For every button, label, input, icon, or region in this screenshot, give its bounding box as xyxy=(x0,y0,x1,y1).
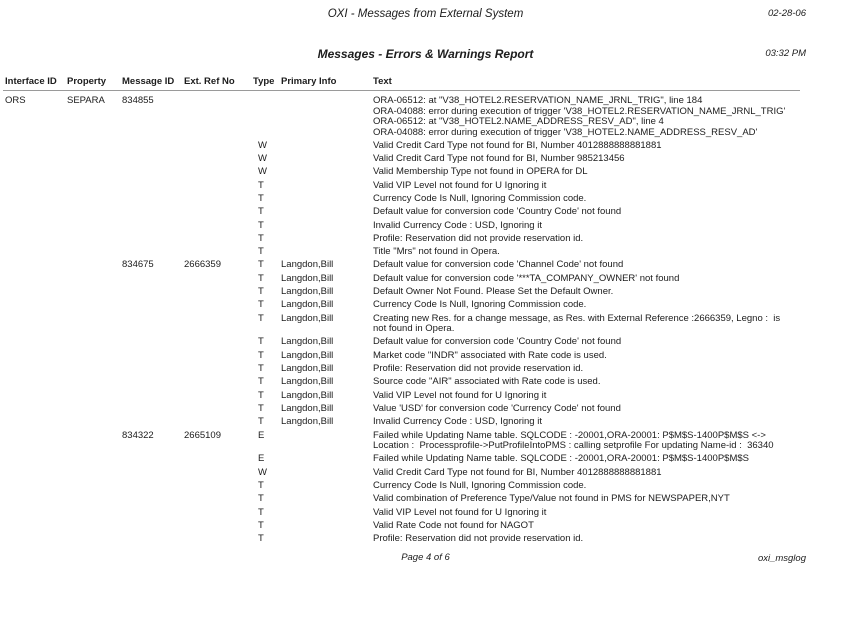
cell-ext-ref-no xyxy=(184,96,253,138)
cell-type: T xyxy=(258,286,264,298)
cell-type: T xyxy=(258,219,264,231)
cell-primary-info: Langdon,Bill xyxy=(281,312,334,324)
cell-property xyxy=(67,314,122,335)
column-header-type: Type xyxy=(253,76,275,87)
cell-primary-info xyxy=(281,431,373,452)
cell-type: T xyxy=(258,533,264,545)
cell-interface-id xyxy=(5,417,67,428)
report-time: 03:32 PM xyxy=(765,48,806,59)
column-header-ext-ref-no: Ext. Ref No xyxy=(184,76,235,87)
cell-primary-info xyxy=(281,141,373,152)
cell-type xyxy=(253,96,281,138)
cell-interface-id xyxy=(5,287,67,298)
cell-ext-ref-no xyxy=(184,481,253,492)
cell-primary-info: Langdon,Bill xyxy=(281,299,334,311)
cell-primary-info: Langdon,Bill xyxy=(281,389,334,401)
cell-property: SEPARA xyxy=(67,95,105,106)
cell-type: T xyxy=(258,179,264,191)
cell-message-id xyxy=(122,167,184,178)
table-row xyxy=(0,481,851,492)
message-text-line: Currency Code Is Null, Ignoring Commission code. xyxy=(373,192,587,204)
cell-property xyxy=(67,351,122,362)
cell-message-id xyxy=(122,521,184,532)
cell-property xyxy=(67,521,122,532)
cell-interface-id xyxy=(5,391,67,402)
cell-interface-id xyxy=(5,141,67,152)
cell-type: E xyxy=(258,453,265,465)
cell-message-id xyxy=(122,494,184,505)
cell-message-id xyxy=(122,207,184,218)
cell-primary-info: Langdon,Bill xyxy=(281,286,334,298)
cell-property xyxy=(67,247,122,258)
cell-ext-ref-no xyxy=(184,468,253,479)
cell-message-id xyxy=(122,481,184,492)
column-header-message-id: Message ID xyxy=(122,76,175,87)
message-text-line: Default value for conversion code 'Country Code' not found xyxy=(373,206,622,218)
cell-interface-id xyxy=(5,351,67,362)
cell-type: T xyxy=(258,402,264,414)
table-row xyxy=(0,287,851,298)
cell-message-id xyxy=(122,221,184,232)
cell-type: T xyxy=(258,389,264,401)
cell-message-id xyxy=(122,154,184,165)
cell-message-id xyxy=(122,274,184,285)
cell-type: T xyxy=(258,363,264,375)
cell-ext-ref-no: 2666359 xyxy=(184,259,221,271)
table-row xyxy=(0,247,851,258)
table-row xyxy=(0,377,851,388)
cell-text xyxy=(373,141,841,152)
cell-message-id: 834322 xyxy=(122,429,154,441)
table-row xyxy=(0,494,851,505)
cell-primary-info xyxy=(281,481,373,492)
cell-ext-ref-no xyxy=(184,300,253,311)
cell-ext-ref-no xyxy=(184,154,253,165)
cell-ext-ref-no xyxy=(184,247,253,258)
cell-text xyxy=(373,274,841,285)
message-text-line: Source code "AIR" associated with Rate code is used. xyxy=(373,376,601,388)
cell-ext-ref-no xyxy=(184,221,253,232)
cell-primary-info: Langdon,Bill xyxy=(281,402,334,414)
message-text-line: Valid combination of Preference Type/Value not found in PMS for NEWSPAPER,NYT xyxy=(373,493,730,505)
cell-message-id xyxy=(122,391,184,402)
cell-primary-info xyxy=(281,207,373,218)
cell-ext-ref-no xyxy=(184,494,253,505)
cell-message-id xyxy=(122,314,184,335)
cell-interface-id xyxy=(5,234,67,245)
message-text-line: Default value for conversion code 'Channel Code' not found xyxy=(373,259,624,271)
cell-primary-info xyxy=(281,508,373,519)
cell-message-id xyxy=(122,247,184,258)
message-text-line: Valid VIP Level not found for U Ignoring it xyxy=(373,389,547,401)
cell-interface-id xyxy=(5,521,67,532)
table-row xyxy=(0,181,851,192)
cell-property xyxy=(67,274,122,285)
cell-message-id xyxy=(122,194,184,205)
cell-primary-info xyxy=(281,521,373,532)
cell-type: W xyxy=(258,153,267,165)
cell-primary-info: Langdon,Bill xyxy=(281,336,334,348)
message-text-line: Currency Code Is Null, Ignoring Commission code. xyxy=(373,479,587,491)
message-text-line: Valid Membership Type not found in OPERA for DL xyxy=(373,166,588,178)
cell-text xyxy=(373,377,841,388)
cell-primary-info xyxy=(281,454,373,465)
cell-interface-id xyxy=(5,534,67,545)
message-text-line: Valid Credit Card Type not found for BI, Number 4012888888881881 xyxy=(373,466,662,478)
table-row xyxy=(0,96,851,138)
table-row xyxy=(0,364,851,375)
cell-message-id xyxy=(122,377,184,388)
cell-message-id xyxy=(122,181,184,192)
cell-text xyxy=(373,404,841,415)
cell-interface-id xyxy=(5,314,67,335)
cell-property xyxy=(67,534,122,545)
cell-text xyxy=(373,247,841,258)
cell-type: T xyxy=(258,299,264,311)
cell-interface-id: ORS xyxy=(5,95,26,106)
footer-page-number: Page 4 of 6 xyxy=(401,552,450,563)
cell-property xyxy=(67,287,122,298)
cell-message-id xyxy=(122,234,184,245)
cell-interface-id xyxy=(5,154,67,165)
cell-property xyxy=(67,221,122,232)
message-text-line: Default value for conversion code 'Country Code' not found xyxy=(373,336,622,348)
cell-ext-ref-no xyxy=(184,274,253,285)
cell-text xyxy=(373,431,841,452)
cell-text xyxy=(373,494,841,505)
cell-primary-info xyxy=(281,494,373,505)
cell-text xyxy=(373,154,841,165)
cell-property xyxy=(67,207,122,218)
cell-primary-info xyxy=(281,221,373,232)
cell-type: T xyxy=(258,416,264,428)
cell-ext-ref-no xyxy=(184,314,253,335)
cell-property xyxy=(67,181,122,192)
cell-primary-info: Langdon,Bill xyxy=(281,363,334,375)
message-text-line: not found in Opera. xyxy=(373,323,455,335)
cell-interface-id xyxy=(5,207,67,218)
cell-property xyxy=(67,431,122,452)
cell-type: W xyxy=(258,466,267,478)
message-text-line: Title "Mrs" not found in Opera. xyxy=(373,246,500,258)
cell-property xyxy=(67,454,122,465)
cell-message-id xyxy=(122,454,184,465)
cell-message-id xyxy=(122,141,184,152)
cell-type: T xyxy=(258,206,264,218)
cell-interface-id xyxy=(5,167,67,178)
cell-primary-info: Langdon,Bill xyxy=(281,416,334,428)
message-text-line: Location : Processprofile->PutProfileIntoPMS : calling setprofile For updating Name-id : 36340 xyxy=(373,440,774,452)
message-text-line: Failed while Updating Name table. SQLCODE : -20001,ORA-20001: P$M$S-1400P$M$S <-> xyxy=(373,429,766,441)
table-row xyxy=(0,207,851,218)
cell-text xyxy=(373,300,841,311)
cell-message-id xyxy=(122,508,184,519)
cell-property xyxy=(67,494,122,505)
footer-report-ref: oxi_msglog xyxy=(757,553,806,564)
cell-text xyxy=(373,314,841,335)
cell-message-id xyxy=(122,468,184,479)
cell-property xyxy=(67,337,122,348)
cell-property xyxy=(67,141,122,152)
cell-primary-info xyxy=(281,167,373,178)
table-row xyxy=(0,534,851,545)
cell-ext-ref-no xyxy=(184,454,253,465)
cell-interface-id xyxy=(5,481,67,492)
cell-type: W xyxy=(258,139,267,151)
table-row xyxy=(0,337,851,348)
message-text-line: Invalid Currency Code : USD, Ignoring it xyxy=(373,219,542,231)
cell-ext-ref-no xyxy=(184,364,253,375)
cell-type: T xyxy=(258,232,264,244)
cell-message-id xyxy=(122,364,184,375)
table-row xyxy=(0,431,851,452)
cell-ext-ref-no xyxy=(184,404,253,415)
table-header-row xyxy=(0,77,851,88)
header-divider xyxy=(3,90,800,91)
cell-text xyxy=(373,468,841,479)
cell-ext-ref-no xyxy=(184,181,253,192)
message-text-line: Valid Rate Code not found for NAGOT xyxy=(373,519,534,531)
cell-text xyxy=(373,221,841,232)
table-row xyxy=(0,404,851,415)
cell-message-id: 834855 xyxy=(122,95,154,106)
cell-interface-id xyxy=(5,364,67,375)
cell-text xyxy=(373,194,841,205)
cell-interface-id xyxy=(5,260,67,271)
cell-property xyxy=(67,508,122,519)
cell-type: T xyxy=(258,506,264,518)
table-body xyxy=(0,96,851,547)
cell-text xyxy=(373,508,841,519)
cell-interface-id xyxy=(5,494,67,505)
cell-ext-ref-no xyxy=(184,337,253,348)
cell-property xyxy=(67,154,122,165)
cell-text xyxy=(373,337,841,348)
cell-property xyxy=(67,404,122,415)
cell-text xyxy=(373,234,841,245)
cell-primary-info: Langdon,Bill xyxy=(281,376,334,388)
cell-interface-id xyxy=(5,181,67,192)
cell-primary-info xyxy=(281,96,373,138)
cell-property xyxy=(67,167,122,178)
table-row xyxy=(0,300,851,311)
cell-ext-ref-no: 2665109 xyxy=(184,429,221,441)
report-subtitle: Messages - Errors & Warnings Report xyxy=(317,47,534,61)
cell-type: T xyxy=(258,272,264,284)
cell-ext-ref-no xyxy=(184,377,253,388)
table-row xyxy=(0,417,851,428)
cell-ext-ref-no xyxy=(184,287,253,298)
message-text-line: Creating new Res. for a change message, as Res. with External Reference :2666359, Legno : is xyxy=(373,312,781,324)
cell-interface-id xyxy=(5,194,67,205)
message-text-line: Profile: Reservation did not provide reservation id. xyxy=(373,363,584,375)
cell-property xyxy=(67,417,122,428)
table-row xyxy=(0,468,851,479)
cell-text xyxy=(373,364,841,375)
message-text-line: Market code "INDR" associated with Rate code is used. xyxy=(373,349,607,361)
report-date: 02-28-06 xyxy=(767,8,806,19)
cell-type: T xyxy=(258,376,264,388)
message-text-line: Default Owner Not Found. Please Set the Default Owner. xyxy=(373,286,614,298)
cell-text xyxy=(373,287,841,298)
cell-interface-id xyxy=(5,247,67,258)
report-title: OXI - Messages from External System xyxy=(327,8,524,20)
message-text-line: Value 'USD' for conversion code 'Currency Code' not found xyxy=(373,402,621,414)
cell-interface-id xyxy=(5,300,67,311)
cell-interface-id xyxy=(5,431,67,452)
cell-property xyxy=(67,260,122,271)
table-row xyxy=(0,194,851,205)
table-row xyxy=(0,167,851,178)
column-header-primary-info: Primary Info xyxy=(281,76,337,87)
cell-type: T xyxy=(258,493,264,505)
message-text-line: ORA-06512: at "V38_HOTEL2.NAME_ADDRESS_RESV_AD", line 4 xyxy=(373,116,664,127)
cell-message-id xyxy=(122,351,184,362)
cell-property xyxy=(67,234,122,245)
message-text-line: Valid Credit Card Type not found for BI, Number 985213456 xyxy=(373,153,625,165)
cell-text xyxy=(373,391,841,402)
cell-message-id xyxy=(122,417,184,428)
cell-ext-ref-no xyxy=(184,234,253,245)
cell-interface-id xyxy=(5,377,67,388)
table-row xyxy=(0,314,851,335)
cell-primary-info xyxy=(281,234,373,245)
cell-text xyxy=(373,534,841,545)
table-row xyxy=(0,274,851,285)
message-text-line: Valid VIP Level not found for U Ignoring it xyxy=(373,179,547,191)
cell-text xyxy=(373,167,841,178)
cell-type: T xyxy=(258,312,264,324)
cell-text xyxy=(373,181,841,192)
table-row xyxy=(0,351,851,362)
cell-primary-info xyxy=(281,468,373,479)
cell-interface-id xyxy=(5,508,67,519)
cell-property xyxy=(67,364,122,375)
table-row xyxy=(0,234,851,245)
cell-primary-info xyxy=(281,534,373,545)
table-row xyxy=(0,521,851,532)
column-header-interface-id: Interface ID xyxy=(5,76,57,87)
message-text-line: ORA-04088: error during execution of trigger 'V38_HOTEL2.RESERVATION_NAME_JRNL_TRIG' xyxy=(373,105,786,117)
table-row xyxy=(0,260,851,271)
message-text-line: Profile: Reservation did not provide reservation id. xyxy=(373,533,584,545)
cell-primary-info xyxy=(281,154,373,165)
cell-ext-ref-no xyxy=(184,351,253,362)
cell-ext-ref-no xyxy=(184,167,253,178)
cell-ext-ref-no xyxy=(184,521,253,532)
cell-text xyxy=(373,481,841,492)
table-row xyxy=(0,454,851,465)
cell-type: T xyxy=(258,246,264,258)
column-header-text: Text xyxy=(373,76,392,87)
message-text-line: Valid VIP Level not found for U Ignoring it xyxy=(373,506,547,518)
cell-type: E xyxy=(258,429,265,441)
message-text-line: Profile: Reservation did not provide reservation id. xyxy=(373,232,584,244)
cell-primary-info xyxy=(281,247,373,258)
table-row xyxy=(0,391,851,402)
message-text-line: Invalid Currency Code : USD, Ignoring it xyxy=(373,416,542,428)
table-row xyxy=(0,508,851,519)
cell-message-id xyxy=(122,534,184,545)
cell-type: T xyxy=(258,336,264,348)
message-text-line: Currency Code Is Null, Ignoring Commission code. xyxy=(373,299,587,311)
cell-primary-info xyxy=(281,194,373,205)
cell-ext-ref-no xyxy=(184,534,253,545)
cell-text xyxy=(373,260,841,271)
cell-primary-info: Langdon,Bill xyxy=(281,259,334,271)
cell-type: T xyxy=(258,192,264,204)
cell-type: W xyxy=(258,166,267,178)
cell-type: T xyxy=(258,259,264,271)
table-row xyxy=(0,154,851,165)
cell-message-id xyxy=(122,404,184,415)
cell-property xyxy=(67,481,122,492)
message-text-line: ORA-06512: at "V38_HOTEL2.RESERVATION_NAME_JRNL_TRIG", line 184 xyxy=(373,95,703,106)
cell-interface-id xyxy=(5,468,67,479)
cell-property xyxy=(67,300,122,311)
cell-property xyxy=(67,377,122,388)
cell-message-id xyxy=(122,300,184,311)
table-row xyxy=(0,221,851,232)
message-text-line: Failed while Updating Name table. SQLCODE : -20001,ORA-20001: P$M$S-1400P$M$S xyxy=(373,453,749,465)
cell-interface-id xyxy=(5,404,67,415)
message-text-line: Default value for conversion code '***TA_COMPANY_OWNER' not found xyxy=(373,272,680,284)
cell-text xyxy=(373,454,841,465)
message-text-line: Valid Credit Card Type not found for BI, Number 4012888888881881 xyxy=(373,139,662,151)
cell-ext-ref-no xyxy=(184,391,253,402)
table-row xyxy=(0,141,851,152)
cell-primary-info: Langdon,Bill xyxy=(281,349,334,361)
cell-property xyxy=(67,468,122,479)
cell-ext-ref-no xyxy=(184,508,253,519)
cell-primary-info: Langdon,Bill xyxy=(281,272,334,284)
cell-type: T xyxy=(258,349,264,361)
cell-interface-id xyxy=(5,274,67,285)
cell-text xyxy=(373,521,841,532)
cell-message-id xyxy=(122,337,184,348)
cell-interface-id xyxy=(5,221,67,232)
cell-message-id: 834675 xyxy=(122,259,154,271)
cell-interface-id xyxy=(5,337,67,348)
cell-ext-ref-no xyxy=(184,194,253,205)
cell-text xyxy=(373,351,841,362)
message-text-line: ORA-04088: error during execution of trigger 'V38_HOTEL2.NAME_ADDRESS_RESV_AD' xyxy=(373,126,758,138)
cell-type: T xyxy=(258,479,264,491)
column-header-property: Property xyxy=(67,76,107,87)
cell-text xyxy=(373,207,841,218)
cell-primary-info xyxy=(281,181,373,192)
cell-message-id xyxy=(122,287,184,298)
cell-ext-ref-no xyxy=(184,141,253,152)
cell-ext-ref-no xyxy=(184,207,253,218)
cell-text xyxy=(373,417,841,428)
cell-ext-ref-no xyxy=(184,417,253,428)
cell-type: T xyxy=(258,519,264,531)
cell-property xyxy=(67,391,122,402)
cell-property xyxy=(67,194,122,205)
cell-text xyxy=(373,96,841,138)
cell-interface-id xyxy=(5,454,67,465)
